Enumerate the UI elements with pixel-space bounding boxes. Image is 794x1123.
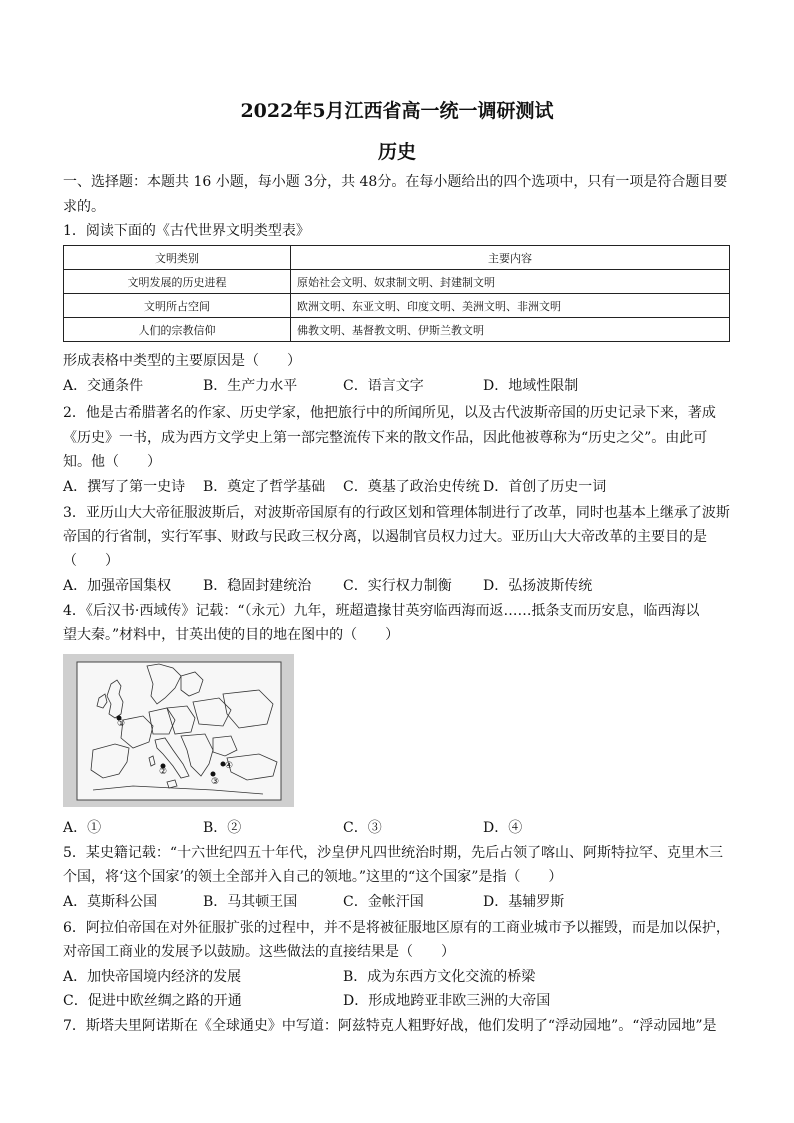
q5-option-b: B．马其顿王国 (203, 894, 298, 910)
q3-line-3: （ ） (63, 553, 119, 569)
q1-option-d: D．地域性限制 (483, 378, 579, 394)
marker-4-label: ④ (225, 761, 234, 771)
q3-line-2: 帝国的行省制，实行军事、财政与民政三权分离，以遏制官员权力过大。亚历山大大帝改革的主要目的是 (63, 529, 707, 545)
q2-line-3: 知。他（ ） (63, 454, 161, 470)
marker-3-dot (211, 772, 216, 777)
q3-line-1: 3．亚历山大大帝征服波斯后，对波斯帝国原有的行政区划和管理体制进行了改革，同时也基本上继承了波斯 (63, 505, 730, 521)
table-cell: 原始社会文明、奴隶制文明、封建制文明 (291, 270, 730, 294)
q6-option-a: A．加快帝国境内经济的发展 (63, 969, 242, 985)
q6-line-2: 对帝国工商业的发展予以鼓励。这些做法的直接结果是（ ） (63, 944, 455, 960)
q5-option-d: D．基辅罗斯 (483, 894, 565, 910)
q4-option-a: A．① (63, 820, 102, 836)
exam-title: 2022年5月江西省高一统一调研测试 (240, 100, 554, 122)
q2-line-2: 《历史》一书，成为西方文学史上第一部完整流传下来的散文作品，因此他被尊称为“历史之父”。由此可 (63, 430, 708, 446)
table-row (64, 294, 730, 318)
q2-line-1: 2．他是古希腊著名的作家、历史学家，他把旅行中的所闻所见，以及古代波斯帝国的历史记录下来，著成 (63, 405, 716, 421)
marker-3-label: ③ (211, 777, 220, 787)
q5-line-2: 个国，将‘这个国家’的领土全部并入自己的领地。”这里的“这个国家”是指（ ） (63, 869, 563, 885)
table-cell: 人们的宗教信仰 (64, 318, 291, 342)
q1-option-a: A．交通条件 (63, 378, 144, 394)
marker-2-label: ② (159, 767, 168, 777)
table-header-cell: 文明类别 (64, 246, 291, 270)
section-intro-cont: 求的。 (63, 199, 105, 215)
q4-line-1: 4．《后汉书·西域传》记载：“（永元）九年，班超遣掾甘英穷临西海而返……抵条支而历安息，临西海以 (63, 603, 700, 619)
q2-option-d: D．首创了历史一词 (483, 479, 607, 495)
q2-option-b: B．奠定了哲学基础 (203, 479, 326, 495)
civilization-table (63, 245, 730, 342)
table-header-row (64, 246, 730, 270)
map-drawing (63, 654, 294, 807)
table-header-cell: 主要内容 (291, 246, 730, 270)
q4-option-d: D．④ (483, 820, 523, 836)
q6-option-c: C．促进中欧丝绸之路的开通 (63, 993, 242, 1009)
q5-line-1: 5．某史籍记载：“十六世纪四五十年代，沙皇伊凡四世统治时期，先后占领了喀山、阿斯特拉罕、克里木三 (63, 845, 724, 861)
table-row (64, 270, 730, 294)
table-cell: 文明所占空间 (64, 294, 291, 318)
table-cell: 欧洲文明、东亚文明、印度文明、美洲文明、非洲文明 (291, 294, 730, 318)
q1-question: 形成表格中类型的主要原因是（ ） (63, 353, 301, 369)
q1-option-c: C．语言文字 (343, 378, 424, 394)
q3-option-c: C．实行权力制衡 (343, 578, 452, 594)
q1-stem: 1．阅读下面的《古代世界文明类型表》 (63, 223, 310, 239)
q2-option-c: C．奠基了政治史传统 (343, 479, 480, 495)
q5-option-a: A．莫斯科公国 (63, 894, 158, 910)
q1-option-b: B．生产力水平 (203, 378, 298, 394)
marker-1-label: ① (117, 719, 126, 729)
q6-option-b: B．成为东西方文化交流的桥梁 (343, 969, 536, 985)
q4-option-b: B．② (203, 820, 242, 836)
europe-map (63, 654, 294, 807)
table-cell: 文明发展的历史进程 (64, 270, 291, 294)
q6-line-1: 6．阿拉伯帝国在对外征服扩张的过程中，并不是将被征服地区原有的工商业城市予以摧毁，而是加以保护， (63, 920, 730, 936)
q6-option-d: D．形成地跨亚非欧三洲的大帝国 (343, 993, 551, 1009)
q7-line-1: 7．斯塔夫里阿诺斯在《全球通史》中写道：阿兹特克人粗野好战，他们发明了“浮动园地”。“浮动园地”是 (63, 1018, 717, 1034)
table-row (64, 318, 730, 342)
q4-line-2: 望大秦。”材料中，甘英出使的目的地在图中的（ ） (63, 627, 400, 643)
table-cell: 佛教文明、基督教文明、伊斯兰教文明 (291, 318, 730, 342)
q3-option-b: B．稳固封建统治 (203, 578, 312, 594)
q3-option-a: A．加强帝国集权 (63, 578, 172, 594)
section-intro: 一、选择题：本题共 16 小题，每小题 3分，共 48分。在每小题给出的四个选项中，只有一项是符合题目要 (63, 174, 728, 190)
q3-option-d: D．弘扬波斯传统 (483, 578, 593, 594)
subject-title: 历史 (377, 141, 416, 163)
q2-option-a: A．撰写了第一史诗 (63, 479, 186, 495)
q5-option-c: C．金帐汗国 (343, 894, 424, 910)
q4-option-c: C．③ (343, 820, 382, 836)
